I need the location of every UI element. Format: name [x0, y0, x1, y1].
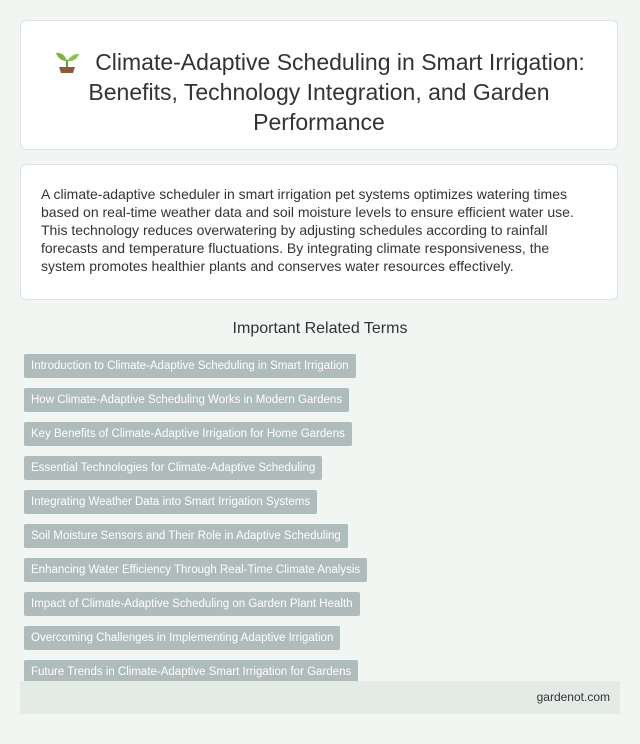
seedling-icon [53, 49, 81, 73]
related-term-link[interactable]: Future Trends in Climate-Adaptive Smart Irrigation for Gardens [24, 660, 358, 684]
related-terms-heading: Important Related Terms [232, 320, 408, 337]
title-card [20, 20, 618, 150]
related-term-link[interactable]: Soil Moisture Sensors and Their Role in Adaptive Scheduling [24, 524, 348, 548]
related-term-link[interactable]: Impact of Climate-Adaptive Scheduling on Garden Plant Health [24, 592, 360, 616]
footer [20, 681, 620, 714]
related-term-link[interactable]: Enhancing Water Efficiency Through Real-Time Climate Analysis [24, 558, 367, 582]
footer-site-name[interactable]: gardenot.com [536, 690, 610, 704]
related-term-link[interactable]: Key Benefits of Climate-Adaptive Irrigation for Home Gardens [24, 422, 352, 446]
summary-text: A climate-adaptive scheduler in smart irrigation pet systems optimizes watering times based on real-time weather data and soil moisture levels to ensure efficient water use. This technology reduces overwatering by adjusting schedules according to rainfall forecasts and temperature fluctuations. By integrating climate responsiveness, the system promotes healthier plants and conserves water resources effectively. [41, 186, 574, 274]
page-title-text: Climate-Adaptive Scheduling in Smart Irrigation: Benefits, Technology Integration, and Garden Performance [88, 49, 585, 135]
related-term-link[interactable]: How Climate-Adaptive Scheduling Works in Modern Gardens [24, 388, 349, 412]
related-term-link[interactable]: Essential Technologies for Climate-Adaptive Scheduling [24, 456, 322, 480]
related-term-link[interactable]: Overcoming Challenges in Implementing Adaptive Irrigation [24, 626, 340, 650]
related-term-link[interactable]: Integrating Weather Data into Smart Irrigation Systems [24, 490, 317, 514]
related-terms-list [24, 354, 367, 694]
page-title [21, 21, 617, 137]
summary-card [20, 164, 618, 300]
related-term-link[interactable]: Introduction to Climate-Adaptive Scheduling in Smart Irrigation [24, 354, 356, 378]
